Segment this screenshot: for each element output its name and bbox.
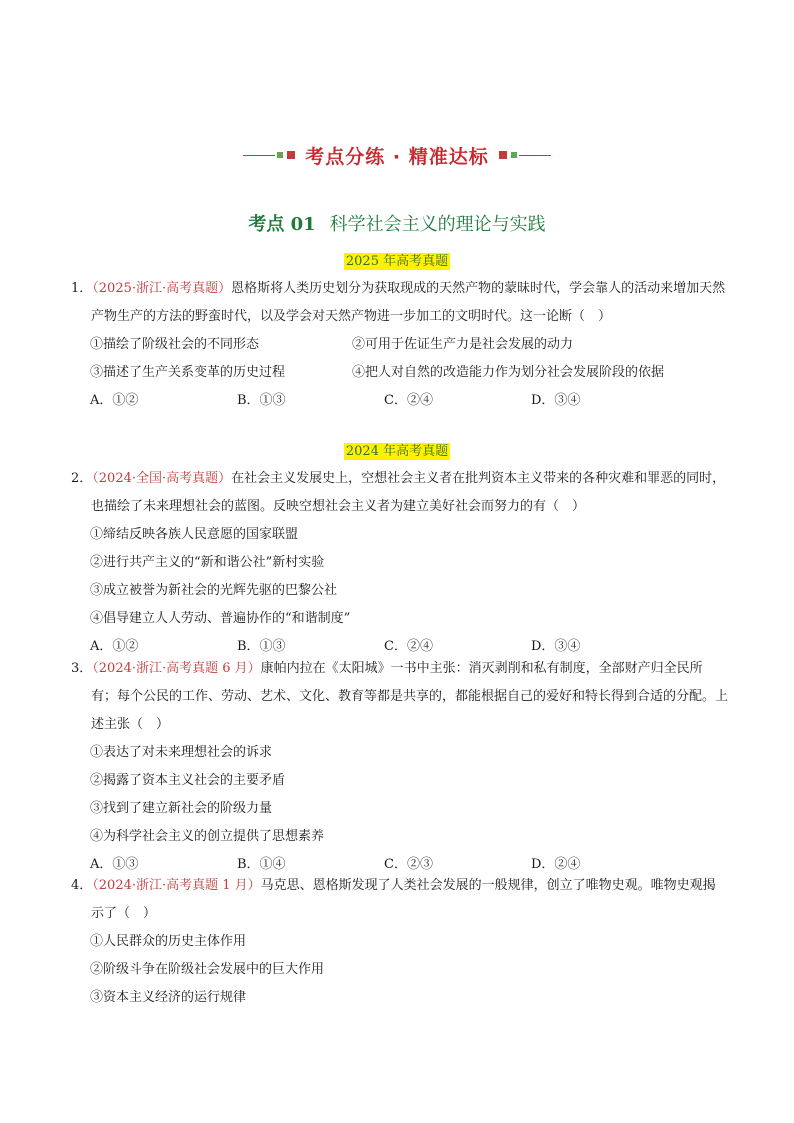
year-tag-2024 [0,440,794,459]
option-item: ③描述了生产关系变革的历史过程 [90,365,286,380]
section-title: 科学社会主义的理论与实践 [329,214,546,235]
question-source: （2024·全国·高考真题） [92,471,232,486]
question-text: 在社会主义发展史上，空想社会主义者在批判资本主义带来的各种灾难和罪恶的同时，也描绘了未来理想社会的蓝图。反映空想社会主义者为建立美好社会而努力的有（ ） [91,471,726,514]
year-tag-label: 2024 年高考真题 [345,444,449,459]
year-tag-2025 [0,250,794,269]
option-item: ①缔结反映各族人民意愿的国家联盟 [90,527,299,542]
question-number: 3． [71,661,93,676]
banner-right-square-icon [511,152,517,158]
option-item: ③资本主义经济的运行规律 [90,990,247,1005]
option-item: ②可用于佐证生产力是社会发展的动力 [352,337,574,352]
choice-b[interactable]: B．①④ [237,857,286,872]
question-text: 马克思、恩格斯发现了人类社会发展的一般规律，创立了唯物史观。唯物史观揭示了（ ） [91,878,716,921]
section-number: 考点 01 [248,214,316,235]
year-tag-label: 2025 年高考真题 [345,254,449,269]
banner-left-square-icon [277,152,283,158]
option-item: ②进行共产主义的“新和谐公社”新村实验 [90,555,325,570]
question-2 [73,465,728,661]
question-source: （2024·浙江·高考真题 6 月） [92,661,261,676]
question-number: 1． [71,281,93,296]
question-3 [73,655,728,879]
option-item: ①人民群众的历史主体作用 [90,934,247,949]
option-row [73,331,728,359]
option-row [73,359,728,387]
banner-left-line [243,155,275,156]
option-item: ④为科学社会主义的创立提供了思想素养 [90,829,325,844]
option-item: ②阶级斗争在阶级社会发展中的巨大作用 [90,962,325,977]
answer-choices [73,387,728,415]
question-stem [71,275,728,331]
banner-right-square-red-icon [499,151,507,159]
section-heading [0,210,794,236]
choice-a[interactable]: A．①② [90,393,139,408]
question-stem [71,655,728,739]
choice-c[interactable]: C．②④ [384,639,433,654]
banner-title: 考点分练 · 精准达标 [305,145,489,168]
option-item: ③成立被誉为新社会的光辉先驱的巴黎公社 [90,583,338,598]
option-item: ②揭露了资本主义社会的主要矛盾 [90,773,286,788]
option-item: ④把人对自然的改造能力作为划分社会发展阶段的依据 [352,365,665,380]
choice-d[interactable]: D．③④ [531,639,581,654]
question-source: （2024·浙江·高考真题 1 月） [92,878,261,893]
choice-d[interactable]: D．②④ [531,857,581,872]
choice-c[interactable]: C．②④ [384,393,433,408]
question-source: （2025·浙江·高考真题） [92,281,232,296]
option-item: ③找到了建立新社会的阶级力量 [90,801,273,816]
question-1 [73,275,728,415]
banner-left-square-red-icon [287,151,295,159]
option-item: ①表达了对未来理想社会的诉求 [90,745,273,760]
page-banner [0,140,794,170]
option-item: ①描绘了阶级社会的不同形态 [90,337,260,352]
choice-b[interactable]: B．①③ [237,639,286,654]
question-number: 4． [71,878,93,893]
question-number: 2． [71,471,93,486]
question-stem [71,465,728,521]
choice-a[interactable]: A．①③ [90,857,139,872]
banner-right-line [519,155,551,156]
question-text: 恩格斯将人类历史划分为获取现成的天然产物的蒙昧时代，学会靠人的活动来增加天然产物生产的方法的野蛮时代，以及学会对天然产物进一步加工的文明时代。这一论断（ ） [91,281,726,324]
choice-c[interactable]: C．②③ [384,857,433,872]
question-text: 康帕内拉在《太阳城》一书中主张：消灭剥削和私有制度，全部财产归全民所有；每个公民的工作、劳动、艺术、文化、教育等都是共享的，都能根据自己的爱好和特长得到合适的分配。上述主张（ ） [91,661,729,732]
option-item: ④倡导建立人人劳动、普遍协作的“和谐制度” [90,611,351,626]
question-stem [71,872,728,928]
question-4 [73,872,728,1012]
choice-b[interactable]: B．①③ [237,393,286,408]
choice-d[interactable]: D．③④ [531,393,581,408]
choice-a[interactable]: A．①② [90,639,139,654]
